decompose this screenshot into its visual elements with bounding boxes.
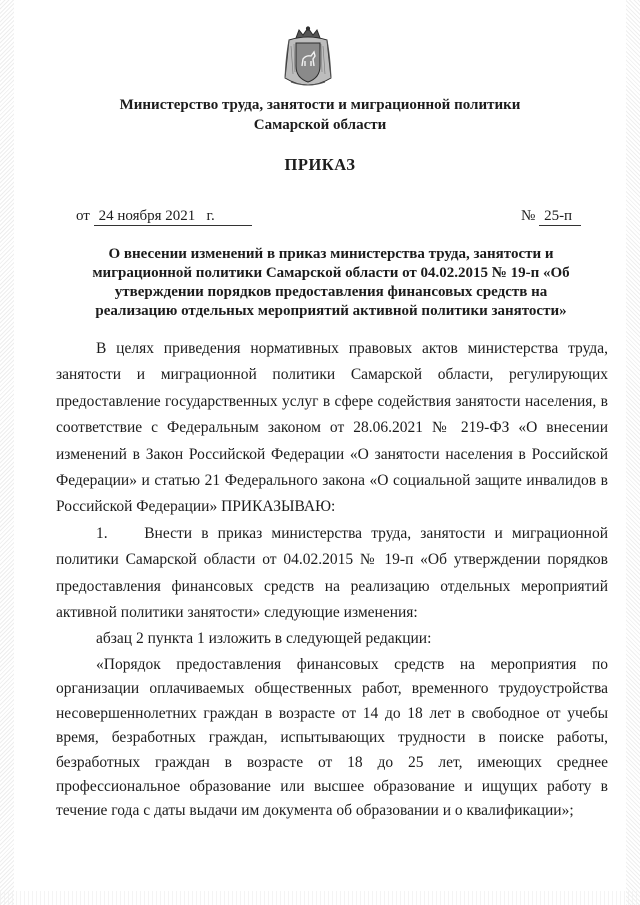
scan-edge-right <box>626 0 640 905</box>
samara-oblast-coat-of-arms-icon <box>281 26 335 92</box>
document-body <box>56 336 608 824</box>
document-subject: О внесении изменений в приказ министерства труда, занятости и миграционной политики Самарской области от 04.02.2015 № 19-п «Об утверждении порядков предоставления финансовых средств на реализацию отдельных мероприятий активной политики занятости» <box>92 246 570 319</box>
number-label: № <box>521 208 536 224</box>
number-line <box>521 206 581 226</box>
body-paragraph-1: В целях приведения нормативных правовых актов министерства труда, занятости и миграционной политики Самарской области, регулирующих предоставление государственных услуг в сфере содействия занятости населения, в соответствие с Федеральным законом от 28.06.2021 № 219-ФЗ «О внесении изменений в Закон Российской Федерации «О занятости населения в Российской Федерации» и статью 21 Федерального закона «О социальной защите инвалидов в Российской Федерации» ПРИКАЗЫВАЮ: <box>56 340 608 516</box>
body-paragraph-2: 1. Внести в приказ министерства труда, занятости и миграционной политики Самарской области от 04.02.2015 № 19-п «Об утверждении порядков предоставления финансовых средств на реализацию отдельных мероприятий активной политики занятости» следующие изменения: <box>56 524 608 622</box>
date-value: 24 ноября 2021 <box>98 208 196 224</box>
organization-name-line1: Министерство труда, занятости и миграционной политики <box>119 97 521 113</box>
date-field <box>94 208 252 226</box>
number-value: 25-п <box>539 208 581 226</box>
date-line <box>76 206 252 226</box>
document-type-title: ПРИКАЗ <box>284 155 356 174</box>
date-from-label: от <box>76 208 90 224</box>
scan-edge-bottom <box>0 891 640 905</box>
body-paragraph-4: «Порядок предоставления финансовых средств на мероприятия по организации оплачиваемых общественных работ, временного трудоустройства несовершеннолетних граждан в возрасте от 14 до 18 лет в свободное от учебы время, безработных граждан, испытывающих трудности в поиске работы, безработных граждан в возрасте от 18 до 25 лет, имеющих среднее профессиональное образование или высшее образование и ищущих работу в течение года с даты выдачи им документа об образовании и о квалификации»; <box>56 655 608 820</box>
scan-edge-left <box>0 0 14 905</box>
body-paragraph-3: абзац 2 пункта 1 изложить в следующей редакции: <box>96 630 432 648</box>
date-year-suffix: г. <box>206 208 215 224</box>
organization-name-line2: Самарской области <box>253 117 387 133</box>
